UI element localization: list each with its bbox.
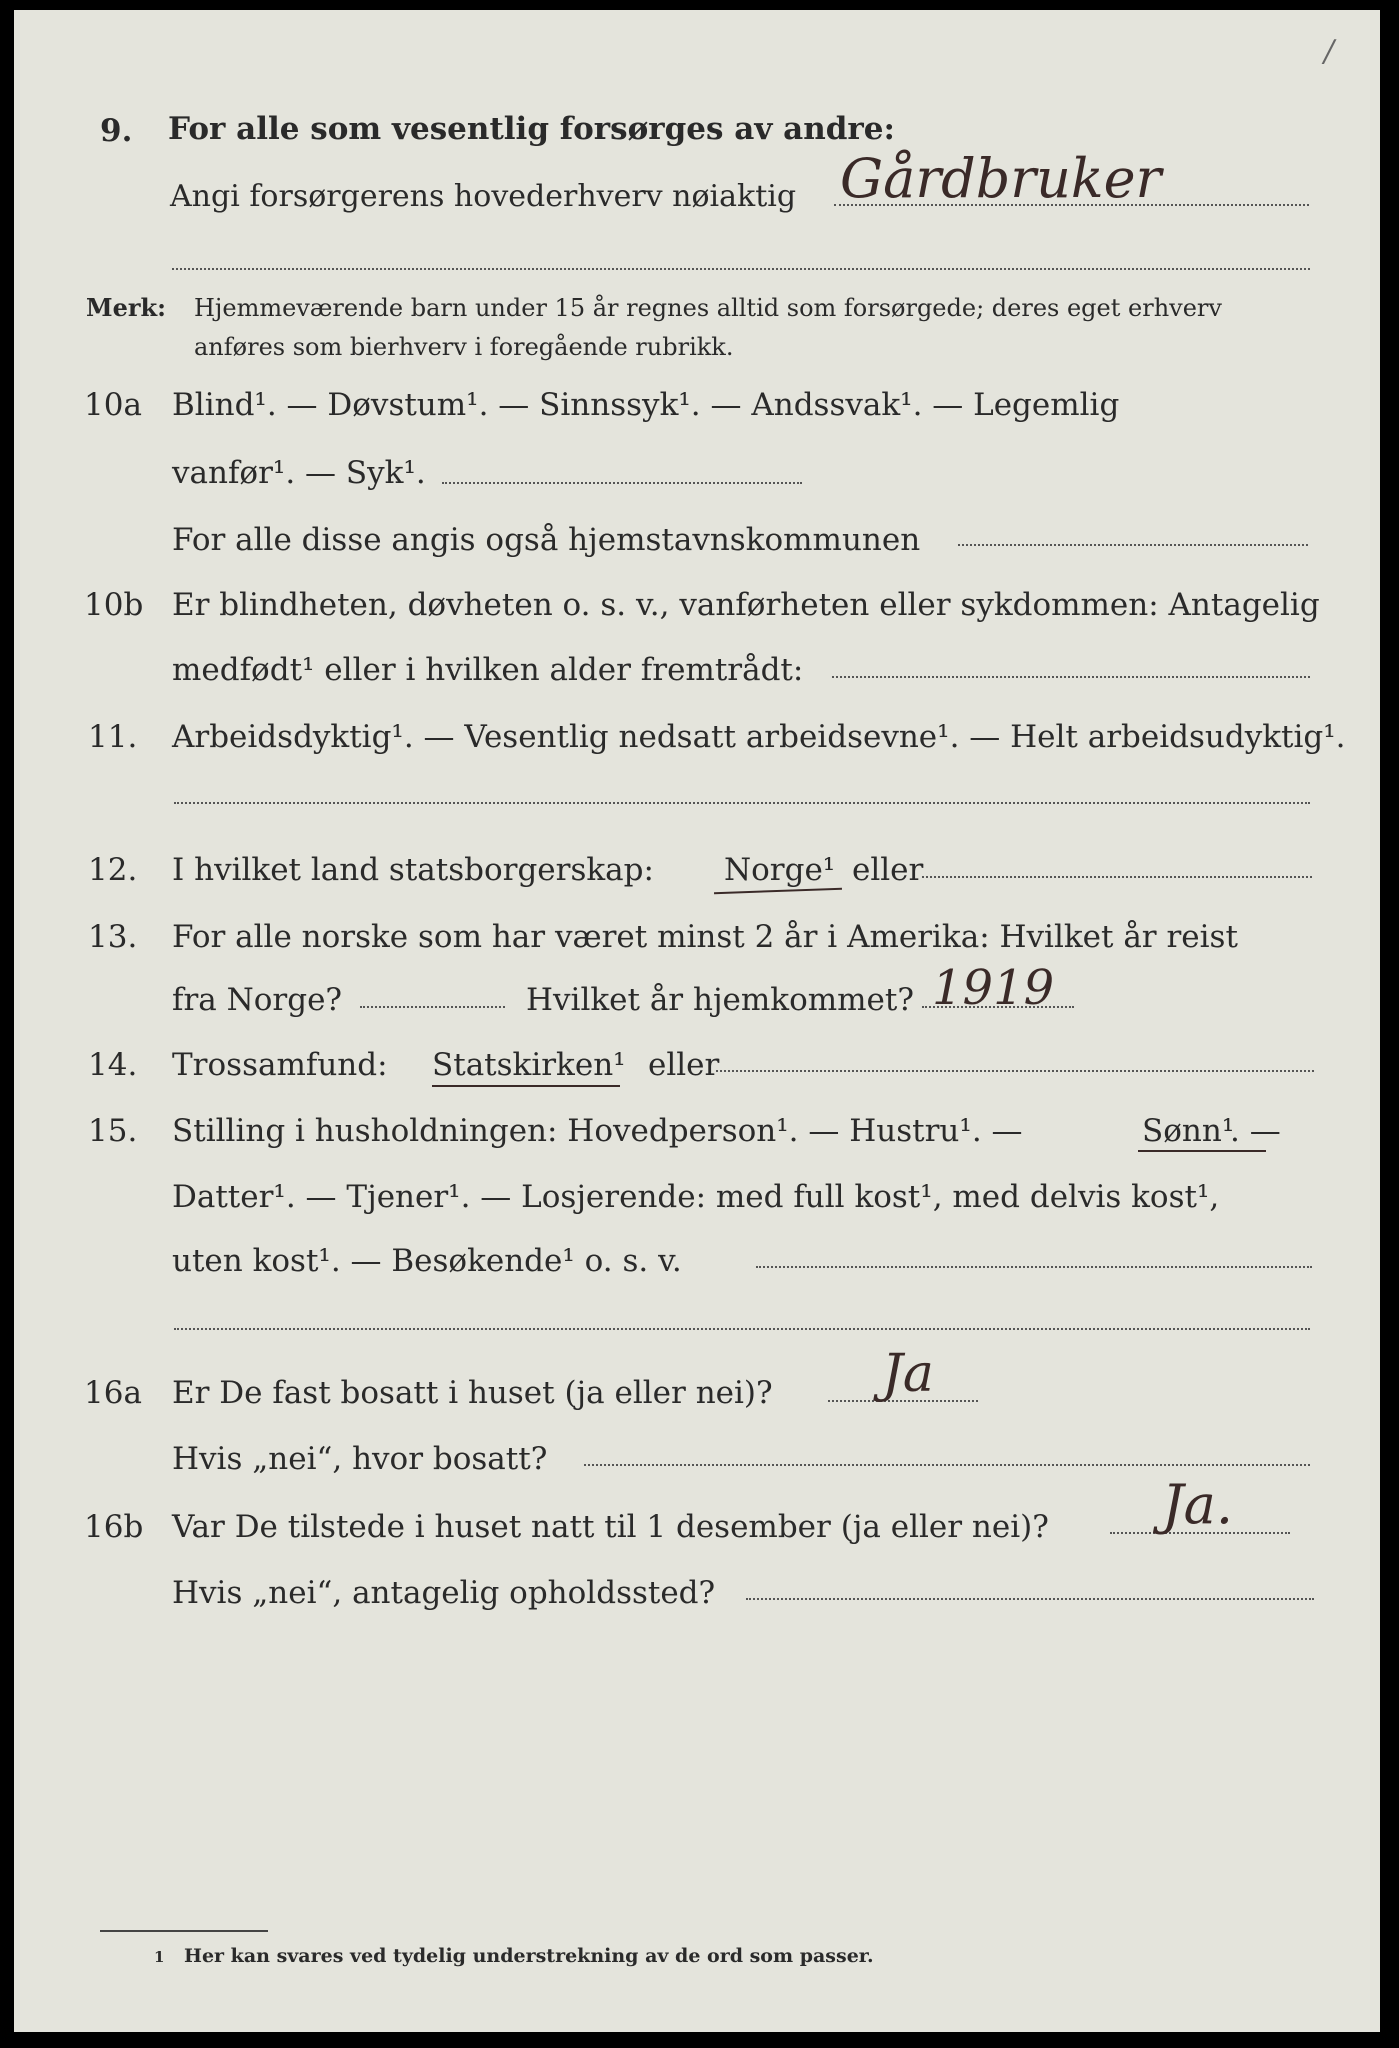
q12-suffix: eller xyxy=(852,852,924,888)
q10b-number: 10b xyxy=(84,587,144,623)
q9-extra-line xyxy=(172,268,1310,270)
q16b-line2: Hvis „nei“, antagelig opholdssted? xyxy=(172,1575,716,1611)
q15-sonn-underline xyxy=(1138,1150,1266,1152)
q16b-number: 16b xyxy=(84,1509,144,1545)
q14-option-underline xyxy=(432,1085,620,1087)
q15-line1c: . — xyxy=(1230,1113,1281,1149)
q15-number: 15. xyxy=(88,1113,138,1149)
q14-option: Statskirken¹ xyxy=(432,1047,626,1083)
q10b-line1: Er blindheten, døvheten o. s. v., vanførheten eller sykdommen: Antagelig xyxy=(172,587,1320,623)
q16b-opholdssted-line xyxy=(746,1598,1314,1600)
q9-answer: Gårdbruker xyxy=(840,147,1162,210)
census-form-page xyxy=(14,10,1380,2032)
q10a-line1: Blind¹. — Døvstum¹. — Sinnssyk¹. — Andssvak¹. — Legemlig xyxy=(172,387,1120,423)
q12-answer-line xyxy=(922,876,1312,878)
q14-number: 14. xyxy=(88,1047,138,1083)
q16a-bosatt-line xyxy=(584,1464,1310,1466)
q15-extra-line xyxy=(174,1328,1310,1330)
q16b-answer: Ja. xyxy=(1162,1473,1234,1536)
merk-line1: Hjemmeværende barn under 15 år regnes alltid som forsørgede; deres eget erhverv xyxy=(194,294,1222,322)
q12-option: Norge¹ xyxy=(724,852,836,888)
q15-line1b: Sønn¹ xyxy=(1142,1113,1235,1149)
q15-line2: Datter¹. — Tjener¹. — Losjerende: med full kost¹, med delvis kost¹, xyxy=(172,1179,1220,1215)
q15-line3: uten kost¹. — Besøkende¹ o. s. v. xyxy=(172,1243,682,1279)
footnote-marker: 1 xyxy=(154,1948,165,1966)
q16a-answer: Ja xyxy=(882,1344,934,1404)
q15-line1a: Stilling i husholdningen: Hovedperson¹. — Hustru¹. — xyxy=(172,1113,1023,1149)
q13-line2a: fra Norge? xyxy=(172,982,343,1018)
q13-answer: 1919 xyxy=(932,960,1055,1016)
footnote-rule xyxy=(100,1930,268,1932)
q10b-line2: medfødt¹ eller i hvilken alder fremtrådt: xyxy=(172,652,804,688)
q13-line2b: Hvilket år hjemkommet? xyxy=(526,982,914,1018)
q11-number: 11. xyxy=(88,719,138,755)
q15-answer-line xyxy=(756,1266,1312,1268)
q10b-answer-line xyxy=(832,676,1310,678)
q14-suffix: eller xyxy=(648,1047,720,1083)
q12-option-underline xyxy=(714,888,842,894)
q13-reist-line xyxy=(360,1006,505,1008)
q9-number: 9. xyxy=(100,113,133,149)
q16a-line1: Er De fast bosatt i huset (ja eller nei)? xyxy=(172,1375,773,1411)
corner-mark: / xyxy=(1324,34,1335,69)
q16a-number: 16a xyxy=(84,1375,142,1411)
q10a-line3: For alle disse angis også hjemstavnskommunen xyxy=(172,522,921,558)
q10a-line2: vanfør¹. — Syk¹. xyxy=(172,455,426,491)
q14-prefix: Trossamfund: xyxy=(172,1047,388,1083)
merk-label: Merk: xyxy=(86,293,166,322)
q9-line1: For alle som vesentlig forsørges av andre: xyxy=(168,111,895,147)
q10a-syk-line xyxy=(442,482,802,484)
q14-answer-line xyxy=(716,1070,1314,1072)
q10a-kommune-line xyxy=(958,544,1308,546)
q9-line2: Angi forsørgerens hovederhverv nøiaktig xyxy=(170,179,797,214)
q10a-number: 10a xyxy=(84,387,142,423)
q13-line1: For alle norske som har været minst 2 år i Amerika: Hvilket år reist xyxy=(172,919,1238,955)
q12-number: 12. xyxy=(88,852,138,888)
q11-answer-line xyxy=(174,802,1310,804)
q12-prefix: I hvilket land statsborgerskap: xyxy=(172,852,654,888)
q16b-line1: Var De tilstede i huset natt til 1 desember (ja eller nei)? xyxy=(172,1509,1049,1545)
footnote-text: Her kan svares ved tydelig understrekning av de ord som passer. xyxy=(184,1945,874,1967)
q11-line1: Arbeidsdyktig¹. — Vesentlig nedsatt arbeidsevne¹. — Helt arbeidsudyktig¹. xyxy=(172,719,1346,755)
merk-line2: anføres som bierhverv i foregående rubrikk. xyxy=(194,333,734,361)
q13-number: 13. xyxy=(88,919,138,955)
q16a-line2: Hvis „nei“, hvor bosatt? xyxy=(172,1441,548,1477)
